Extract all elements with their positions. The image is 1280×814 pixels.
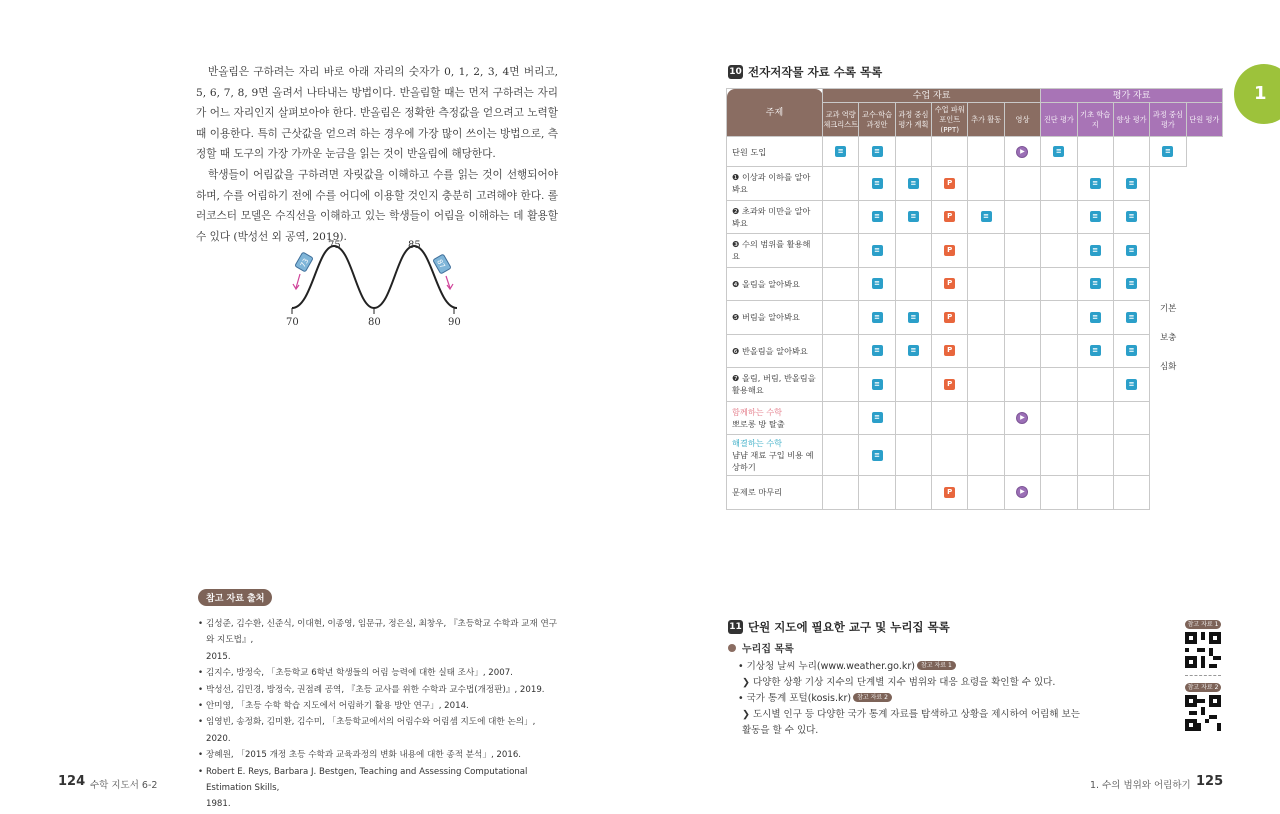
reference-item: • 장혜원, 「2015 개정 초등 수학과 교육과정의 변화 내용에 대한 종적 분석」, 2016. [198,747,560,763]
table-cell [968,476,1004,510]
table-cell [895,435,931,476]
table-cell [932,435,968,476]
reference-item: • 임영빈, 송정화, 김미환, 김수미, 「초등학교에서의 어림수와 어림셈 지도에 대한 논의」, 2020. [198,714,560,747]
topic-label: ❷ 초과와 미만을 알아봐요 [732,205,811,228]
table-cell [823,137,859,167]
page-label-right: 1. 수의 범위와 어림하기 [1090,780,1191,791]
table-cell [1077,234,1113,268]
table-cell [1041,435,1077,476]
document-icon[interactable]: ≡ [1090,178,1101,189]
table-cell [1041,267,1077,301]
ppt-icon[interactable]: P [944,211,955,222]
table-cell [1004,401,1040,435]
table-row [727,401,1223,435]
topic-label: ❼ 올림, 버림, 반올림을 활용해요 [732,373,816,396]
table-cell [1041,401,1077,435]
table-cell [968,301,1004,335]
ppt-icon[interactable]: P [944,278,955,289]
section-title-text: 전자저작물 자료 수록 목록 [748,65,883,79]
table-cell [895,267,931,301]
table-cell [859,401,895,435]
document-icon[interactable]: ≡ [1126,278,1137,289]
document-icon[interactable]: ≡ [908,178,919,189]
document-icon[interactable]: ≡ [1126,178,1137,189]
table-cell [895,200,931,234]
website-desc: ❯ 도시별 인구 등 다양한 국가 통계 자료를 탐색하고 상황을 제시하여 어림해 보는 활동을 할 수 있다. [742,709,1080,736]
table-cell [1077,334,1113,368]
website-item-kosis[interactable]: • 국가 통계 포털(kosis.kr) 참고 자료 2 [728,691,1088,707]
table-cell [932,301,968,335]
video-icon[interactable]: ▶ [1016,412,1028,424]
roller-coaster-model [282,236,467,331]
roller-car-left [295,252,313,272]
table-cell [932,167,968,201]
col-header: 영상 [1004,103,1040,137]
reference-list [198,616,560,813]
document-icon[interactable]: ≡ [1090,345,1101,356]
paragraph-rounding: 반올림은 구하려는 자리 바로 아래 자리의 숫자가 0, 1, 2, 3, 4면 버리고, 5, 6, 7, 8, 9면 올려서 나타내는 방법이다. 반올림할 때는 먼저 구하려는 자리가 어느 자리인지 살펴보아야 한다. 반올림은 정확한 측정값을 얻으려고 노력할 때 이용한다. 특히 근삿값을 얻으려 하는 경우에 가장 많이 쓰이는 방법으로, 측정할 때 도구의 가장 가까운 눈금을 읽는 것이 반올림에 해당한다. [196,66,558,161]
label-bottom-3: 90 [448,317,461,328]
qr-divider [1185,675,1221,676]
table-cell [1004,167,1040,201]
qr-icon [1185,695,1221,731]
table-cell [823,368,859,402]
table-row [727,301,1223,335]
table-cell [1004,334,1040,368]
topic-label: ❶ 이상과 이하를 알아봐요 [732,172,811,195]
table-cell [1077,137,1113,167]
table-cell [1113,435,1149,476]
table-cell [823,401,859,435]
col-header: 과정 중심 평가 계획 [895,103,931,137]
table-cell [1113,200,1149,234]
table-cell [932,234,968,268]
document-icon[interactable]: ≡ [908,211,919,222]
reference-item: • 김성준, 김수환, 신준식, 이대현, 이종영, 임문규, 정은실, 최창우, 『초등학교 수학과 교재 연구와 지도법』, 2015. [198,616,560,665]
table-cell [932,334,968,368]
table-row [727,435,1223,476]
header-eval-materials: 평가 자료 [1041,89,1223,103]
topic-label: 뽀로롱 방 탈출 [732,418,785,429]
table-row [727,200,1223,234]
document-icon[interactable]: ≡ [908,345,919,356]
table-row [727,137,1223,167]
bullet-icon [728,644,736,652]
table-cell [823,200,859,234]
section-number: 11 [729,622,742,632]
col-header: 교수·학습 과정안 [859,103,895,137]
col-header: 단원 평가 [1186,103,1222,137]
table-cell [859,234,895,268]
table-cell [1113,137,1149,167]
ref-tag: 참고 자료 1 [917,661,956,670]
roller-track [292,246,457,308]
body-text [196,62,558,247]
col-header: 수업 파워포인트 (PPT) [932,103,968,137]
table-cell [968,267,1004,301]
table-row [727,167,1223,201]
table-row [727,267,1223,301]
table-cell [823,334,859,368]
table-cell [1041,167,1077,201]
table-cell [895,301,931,335]
section-11-title [728,619,950,635]
document-icon[interactable]: ≡ [872,211,883,222]
page-number-right: 125 [1196,774,1224,789]
topic-label: ❸ 수의 범위를 활용해요 [732,239,811,262]
row-topic [727,167,823,201]
qr-code-1[interactable]: 참고 자료 1 [1185,620,1221,672]
reference-sources [198,586,560,813]
document-icon[interactable]: ≡ [872,312,883,323]
table-cell [1004,368,1040,402]
row-topic [727,200,823,234]
table-cell [932,200,968,234]
document-icon[interactable]: ≡ [1126,379,1137,390]
ppt-icon[interactable]: P [944,487,955,498]
table-cell [1113,234,1149,268]
document-icon[interactable]: ≡ [1126,211,1137,222]
page-number-left: 124 [58,774,86,789]
table-cell [823,301,859,335]
document-icon[interactable]: ≡ [872,379,883,390]
website-list-heading: 누리집 목록 [728,640,1088,655]
topic-label: 냠냠 재료 구입 비용 예상하기 [732,450,814,472]
reference-item: • 안미영, 「초등 수학 학습 지도에서 어림하기 활용 방안 연구」, 2014. [198,698,560,714]
table-cell [932,401,968,435]
label-top-2: 85 [408,240,421,251]
document-icon[interactable]: ≡ [1090,245,1101,256]
col-header: 향상 평가 [1113,103,1149,137]
table-cell [932,267,968,301]
website-item-weather[interactable]: • 기상청 날씨 누리(www.weather.go.kr) 참고 자료 1 [728,659,1088,675]
level-label: 기본 [1159,303,1177,314]
table-cell [1077,401,1113,435]
table-cell [1077,435,1113,476]
ref-tag: 참고 자료 2 [853,693,892,702]
table-cell [1041,301,1077,335]
table-cell [1077,167,1113,201]
table-row [727,234,1223,268]
document-icon[interactable]: ≡ [1162,146,1173,157]
table-cell [895,234,931,268]
table-row [727,476,1223,510]
table-cell [1041,234,1077,268]
qr-icon [1185,632,1221,668]
table-cell [1113,368,1149,402]
table-cell [968,200,1004,234]
topic-category: 해결하는 수학 [732,438,783,448]
row-topic [727,234,823,268]
table-cell [968,435,1004,476]
document-icon[interactable]: ≡ [1090,211,1101,222]
ppt-icon[interactable]: P [944,312,955,323]
document-icon[interactable]: ≡ [981,211,992,222]
header-class-materials: 수업 자료 [823,89,1041,103]
section-title-text: 단원 지도에 필요한 교구 및 누리집 목록 [748,620,950,634]
table-cell [1113,476,1149,510]
reference-item: • 박성선, 김민경, 방정숙, 권점례 공역, 『초등 교사를 위한 수학과 교수법(개정판)』, 2019. [198,682,560,698]
table-cell [1077,267,1113,301]
section-10-title [728,64,882,80]
table-cell [1041,200,1077,234]
document-icon[interactable]: ≡ [835,146,846,157]
page-label-left: 수학 지도서 6-2 [90,780,158,791]
table-cell [968,368,1004,402]
resource-table [726,88,1223,510]
table-cell [1150,137,1186,167]
table-cell [1077,476,1113,510]
header-topic: 주제 [727,89,823,137]
table-cell [1077,368,1113,402]
row-topic [727,368,823,402]
table-cell [859,267,895,301]
table-cell [1041,137,1077,167]
table-cell [1004,301,1040,335]
row-topic [727,476,823,510]
label-top-1: 75 [328,240,341,251]
qr-code-2[interactable]: 참고 자료 2 [1185,683,1221,735]
table-cell [932,476,968,510]
table-cell [823,435,859,476]
level-label: 심화 [1159,361,1177,372]
table-cell [1004,476,1040,510]
table-cell [823,476,859,510]
col-header: 기초 학습지 [1077,103,1113,137]
row-topic [727,301,823,335]
document-icon[interactable]: ≡ [1126,345,1137,356]
table-cell [968,401,1004,435]
col-header: 교과 역량 체크리스트 [823,103,859,137]
table-cell [1077,301,1113,335]
document-icon[interactable]: ≡ [872,146,883,157]
table-cell [859,334,895,368]
chapter-tab: 1 [1234,64,1280,124]
table-cell [859,368,895,402]
reference-item: • 김지수, 방정숙, 「초등학교 6학년 학생들의 어림 능력에 대한 실태 조사」, 2007. [198,665,560,681]
level-label: 보충 [1159,332,1177,343]
topic-label: 문제로 마무리 [732,487,783,498]
row-topic [727,267,823,301]
row-topic [727,137,823,167]
document-icon[interactable]: ≡ [1126,312,1137,323]
document-icon[interactable]: ≡ [872,245,883,256]
website-desc: ❯ 다양한 상황 기상 지수의 단계별 지수 범위와 대응 요령을 확인할 수 있다. [742,677,1056,688]
table-cell [859,200,895,234]
table-cell [968,137,1004,167]
document-icon[interactable]: ≡ [1090,278,1101,289]
topic-label: 단원 도입 [732,146,767,157]
document-icon[interactable]: ≡ [1090,312,1101,323]
table-cell [968,234,1004,268]
document-icon[interactable]: ≡ [872,178,883,189]
svg-text:73: 73 [298,257,311,269]
table-cell [968,334,1004,368]
table-cell [895,368,931,402]
document-icon[interactable]: ≡ [1126,245,1137,256]
document-icon[interactable]: ≡ [872,412,883,423]
table-cell [895,167,931,201]
table-cell [895,137,931,167]
table-cell [859,167,895,201]
table-cell [968,167,1004,201]
table-cell [1004,435,1040,476]
label-bottom-1: 70 [286,317,299,328]
table-cell [1041,368,1077,402]
table-cell [895,401,931,435]
row-topic [727,435,823,476]
document-icon[interactable]: ≡ [872,450,883,461]
table-cell [859,435,895,476]
svg-text:87: 87 [435,258,447,270]
col-header: 진단 평가 [1041,103,1077,137]
document-icon[interactable]: ≡ [872,345,883,356]
ppt-icon[interactable]: P [944,178,955,189]
table-cell [1113,301,1149,335]
table-cell [859,301,895,335]
document-icon[interactable]: ≡ [908,312,919,323]
ppt-icon[interactable]: P [944,345,955,356]
ppt-icon[interactable]: P [944,379,955,390]
section-number: 10 [729,67,742,77]
table-cell [1041,334,1077,368]
reference-item: • Robert E. Reys, Barbara J. Bestgen, Teaching and Assessing Computational Estimation Skills, 1981. [198,764,560,813]
document-icon[interactable]: ≡ [872,278,883,289]
table-cell [1004,137,1040,167]
table-row [727,334,1223,368]
table-cell [1113,167,1149,201]
table-cell [1077,200,1113,234]
label-bottom-2: 80 [368,317,381,328]
website-list [728,640,1088,739]
roller-car-right [433,254,451,274]
table-cell [1004,234,1040,268]
row-topic [727,401,823,435]
table-cell [895,334,931,368]
table-cell [932,368,968,402]
table-body [727,137,1223,510]
col-header: 추가 활동 [968,103,1004,137]
topic-category: 함께하는 수학 [732,406,783,417]
paragraph-estimation: 학생들이 어림값을 구하려면 자릿값을 이해하고 수를 읽는 것이 선행되어야 하며, 수를 어림하기 전에 수를 어디에 이용할 것인지 충분히 고려해야 한다. 롤러코스터 모델은 수직선을 이해하고 있는 학생들이 어림을 이해하는 데 활용할 수 있다 (박성선 외 공역, 2019). [196,168,558,243]
table-cell [859,137,895,167]
topic-label: ❺ 버림을 알아봐요 [732,312,800,323]
document-icon[interactable]: ≡ [1053,146,1064,157]
table-cell [1113,334,1149,368]
table-cell [1041,476,1077,510]
reference-title: 참고 자료 출처 [198,589,272,606]
topic-label: ❹ 올림을 알아봐요 [732,278,800,289]
table-cell [859,476,895,510]
table-cell [823,267,859,301]
row-topic [727,334,823,368]
ppt-icon[interactable]: P [944,245,955,256]
table-cell [823,234,859,268]
topic-label: ❻ 반올림을 알아봐요 [732,345,808,356]
table-cell [1004,200,1040,234]
table-cell [1004,267,1040,301]
unit-eval-levels [1150,167,1186,510]
col-header: 과정 중심 평가 [1150,103,1186,137]
table-cell [823,167,859,201]
video-icon[interactable]: ▶ [1016,146,1028,158]
table-cell [932,137,968,167]
video-icon[interactable]: ▶ [1016,486,1028,498]
table-cell [1113,401,1149,435]
table-cell [1113,267,1149,301]
table-cell [895,476,931,510]
table-row [727,368,1223,402]
